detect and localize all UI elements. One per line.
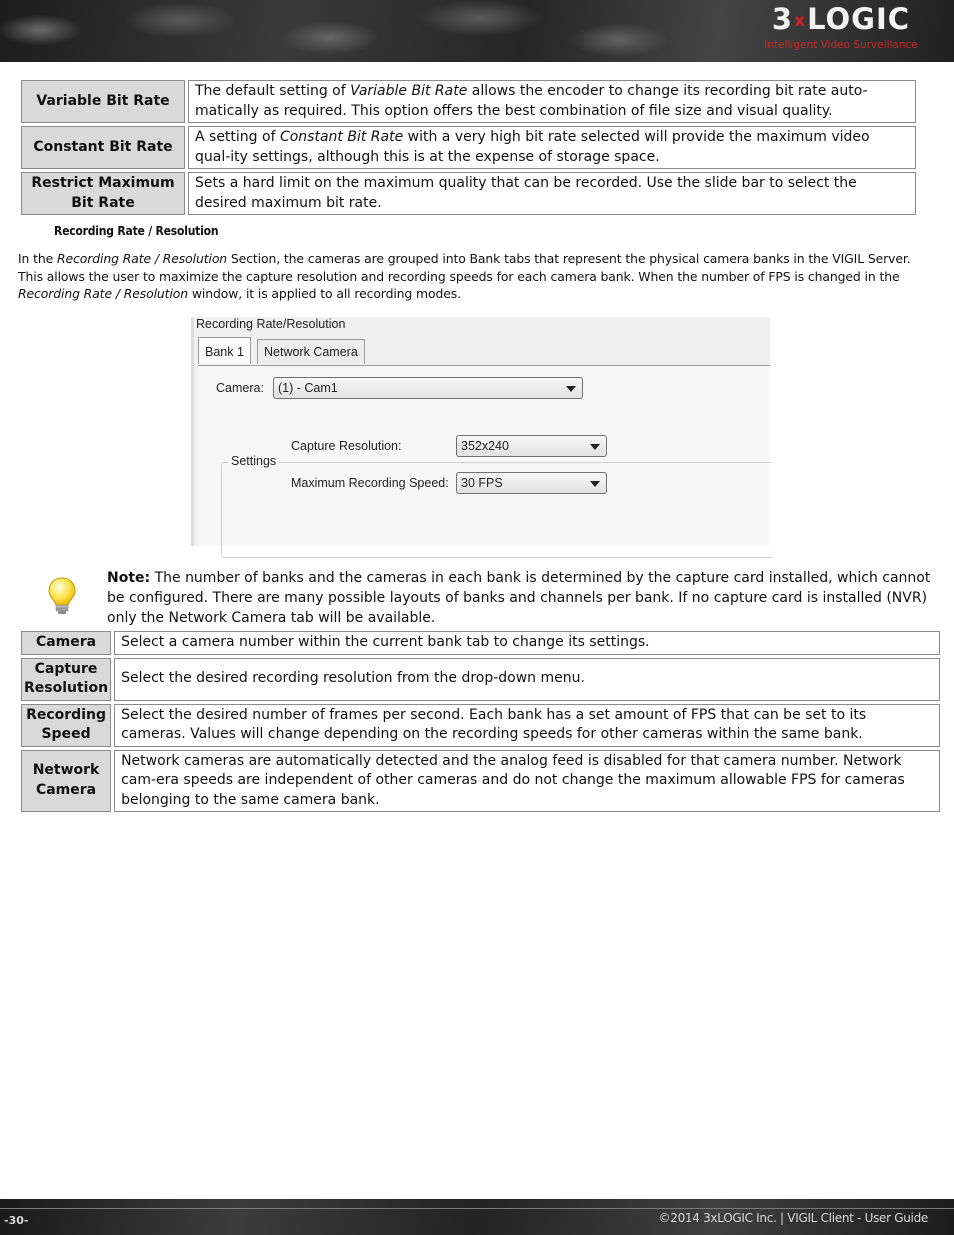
settings-group-title: Settings <box>228 454 279 468</box>
description-cell: A setting of Constant Bit Rate with a very high bit rate selected will provide the maximum video qual-ity settings, although this is at the expense of storage space. <box>188 126 916 169</box>
bitrate-options-table <box>18 77 919 218</box>
screenshot-title: Recording Rate/Resolution <box>196 317 346 331</box>
description-cell: Select the desired number of frames per second. Each bank has a set amount of FPS that can be set to its cameras. Values will change depending on the recording speeds for other cameras within the same bank. <box>114 704 940 747</box>
table-row <box>21 658 940 701</box>
lightbulb-icon <box>46 576 78 616</box>
table-row <box>21 172 916 215</box>
note-label: Note: <box>107 570 151 586</box>
table-row <box>21 126 916 169</box>
section-heading: Recording Rate / Resolution <box>54 224 219 238</box>
tab-bank-1[interactable]: Bank 1 <box>198 337 251 364</box>
description-cell: Select the desired recording resolution from the drop-down menu. <box>114 658 940 701</box>
table-row <box>21 750 940 813</box>
3xlogic-logo: 3xLOGIC Intelligent Video Surveillance <box>756 3 926 57</box>
max-recording-speed-select[interactable]: 30 FPS <box>456 472 607 494</box>
description-cell: The default setting of Variable Bit Rate allows the encoder to change its recording bit rate auto-matically as required. This option offers the best combination of file size and visual quality. <box>188 80 916 123</box>
term-cell: Capture Resolution <box>21 658 111 701</box>
term-cell: Recording Speed <box>21 704 111 747</box>
note-text: Note: The number of banks and the cameras in each bank is determined by the capture card installed, which cannot be configured. There are many possible layouts of banks and channels per bank. If no capture card is installed (NVR) only the Network Camera tab will be available. <box>107 570 931 626</box>
chevron-down-icon <box>590 481 600 487</box>
page-header <box>0 0 954 62</box>
term-cell: Network Camera <box>21 750 111 813</box>
term-cell: Restrict Maximum Bit Rate <box>21 172 185 215</box>
description-cell: Sets a hard limit on the maximum quality that can be recorded. Use the slide bar to select the desired maximum bit rate. <box>188 172 916 215</box>
footer-copyright: ©2014 3xLOGIC Inc. | VIGIL Client - User Guide <box>658 1211 928 1225</box>
table-row <box>21 631 940 655</box>
chevron-down-icon <box>590 444 600 450</box>
recording-rate-screenshot <box>191 317 770 546</box>
term-cell: Variable Bit Rate <box>21 80 185 123</box>
tab-panel <box>198 365 770 546</box>
description-cell: Select a camera number within the current bank tab to change its settings. <box>114 631 940 655</box>
term-cell: Camera <box>21 631 111 655</box>
table-row <box>21 80 916 123</box>
recording-settings-table <box>18 628 943 815</box>
camera-select[interactable]: (1) - Cam1 <box>273 377 583 399</box>
max-recording-speed-label: Maximum Recording Speed: <box>291 476 449 490</box>
chevron-down-icon <box>566 386 576 392</box>
table-row <box>21 704 940 747</box>
page-footer <box>0 1199 954 1235</box>
section-paragraph: In the Recording Rate / Resolution Section, the cameras are grouped into Bank tabs that represent the physical camera banks in the VIGIL Server. This allows the user to maximize the capture resolution and recording speeds for each camera bank. When the number of FPS is changed in the Recording Rate / Resolution window, it is applied to all recording modes. <box>18 251 911 301</box>
footer-divider <box>0 1208 954 1209</box>
term-cell: Constant Bit Rate <box>21 126 185 169</box>
tab-network-camera[interactable]: Network Camera <box>257 339 365 364</box>
camera-label: Camera: <box>216 381 264 395</box>
description-cell: Network cameras are automatically detected and the analog feed is disabled for that camera number. Network cam-era speeds are independent of other cameras and do not change the maximum allowable FPS for cameras belonging to the same camera bank. <box>114 750 940 813</box>
logo-tagline: Intelligent Video Surveillance <box>764 39 918 51</box>
capture-resolution-select[interactable]: 352x240 <box>456 435 607 457</box>
capture-resolution-label: Capture Resolution: <box>291 439 402 453</box>
page-number: -30- <box>4 1214 29 1227</box>
